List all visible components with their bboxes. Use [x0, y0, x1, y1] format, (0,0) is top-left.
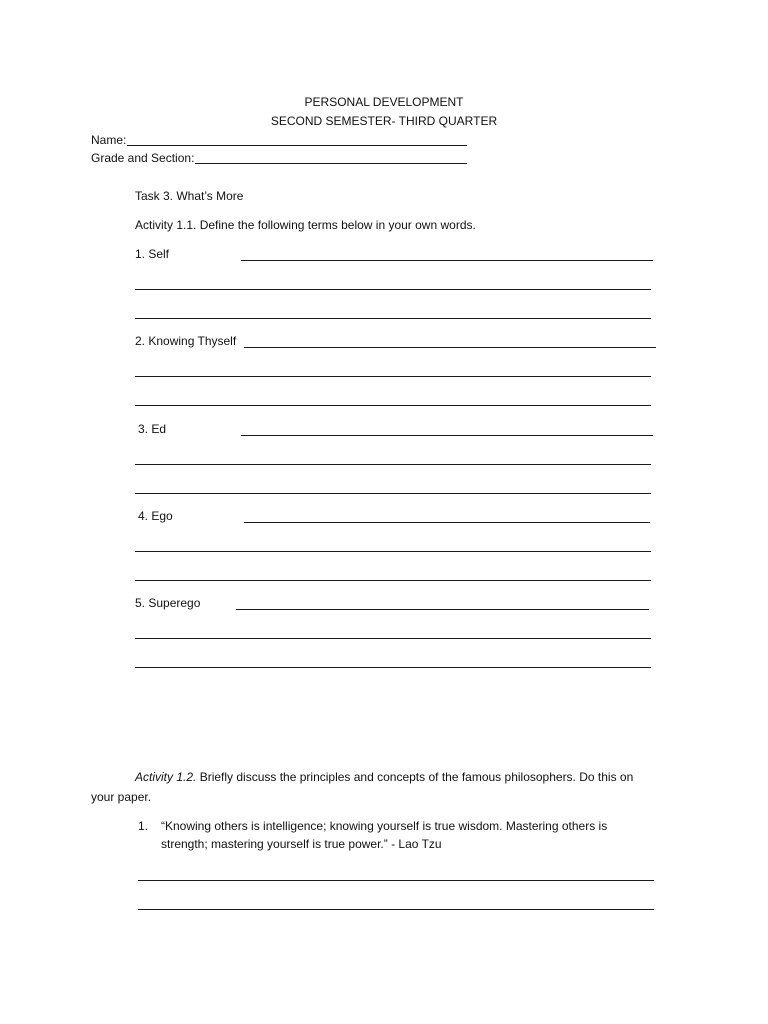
activity-1-2-label: Activity 1.2.	[135, 770, 197, 784]
term-label: 3. Ed	[138, 422, 167, 436]
answer-line[interactable]	[135, 376, 651, 377]
name-field[interactable]	[127, 145, 467, 146]
answer-line[interactable]	[241, 435, 653, 436]
answer-line[interactable]	[244, 522, 650, 523]
document-title: PERSONAL DEVELOPMENT	[304, 95, 464, 109]
quote-line: strength; mastering yourself is true power.” - Lao Tzu	[161, 837, 442, 851]
answer-line[interactable]	[135, 318, 651, 319]
answer-line[interactable]	[135, 667, 651, 668]
grade-section-field[interactable]	[195, 163, 467, 164]
activity-1-1-text: 1.1. Define the following terms below in your own words.	[173, 218, 476, 232]
term-label: 1. Self	[135, 247, 170, 261]
answer-line[interactable]	[135, 493, 651, 494]
answer-line[interactable]	[138, 909, 654, 910]
answer-line[interactable]	[138, 880, 654, 881]
answer-line[interactable]	[241, 260, 653, 261]
activity-1-2-instruction-cont: your paper.	[91, 790, 152, 804]
answer-line[interactable]	[244, 347, 656, 348]
term-label: 2. Knowing Thyself	[135, 334, 237, 348]
answer-line[interactable]	[135, 289, 651, 290]
quote-line: “Knowing others is intelligence; knowing yourself is true wisdom. Mastering others is	[161, 819, 608, 833]
term-label: 4. Ego	[138, 509, 173, 523]
document-subtitle: SECOND SEMESTER- THIRD QUARTER	[270, 114, 498, 128]
term-label: 5. Superego	[135, 596, 201, 610]
answer-line[interactable]	[135, 580, 651, 581]
quote-number: 1.	[138, 819, 149, 833]
activity-1-2-instruction	[135, 770, 633, 784]
answer-line[interactable]	[135, 551, 651, 552]
name-label: Name:	[91, 133, 127, 147]
answer-line[interactable]	[236, 609, 649, 610]
activity-1-1-label: Activity	[135, 218, 174, 232]
activity-1-1-instruction	[135, 218, 476, 232]
grade-section-label: Grade and Section:	[91, 151, 195, 165]
answer-line[interactable]	[135, 464, 651, 465]
answer-line[interactable]	[135, 638, 651, 639]
activity-1-2-text: Briefly discuss the principles and concepts of the famous philosophers. Do this on	[196, 770, 634, 784]
task-heading: Task 3. What’s More	[135, 189, 244, 203]
answer-line[interactable]	[135, 405, 651, 406]
